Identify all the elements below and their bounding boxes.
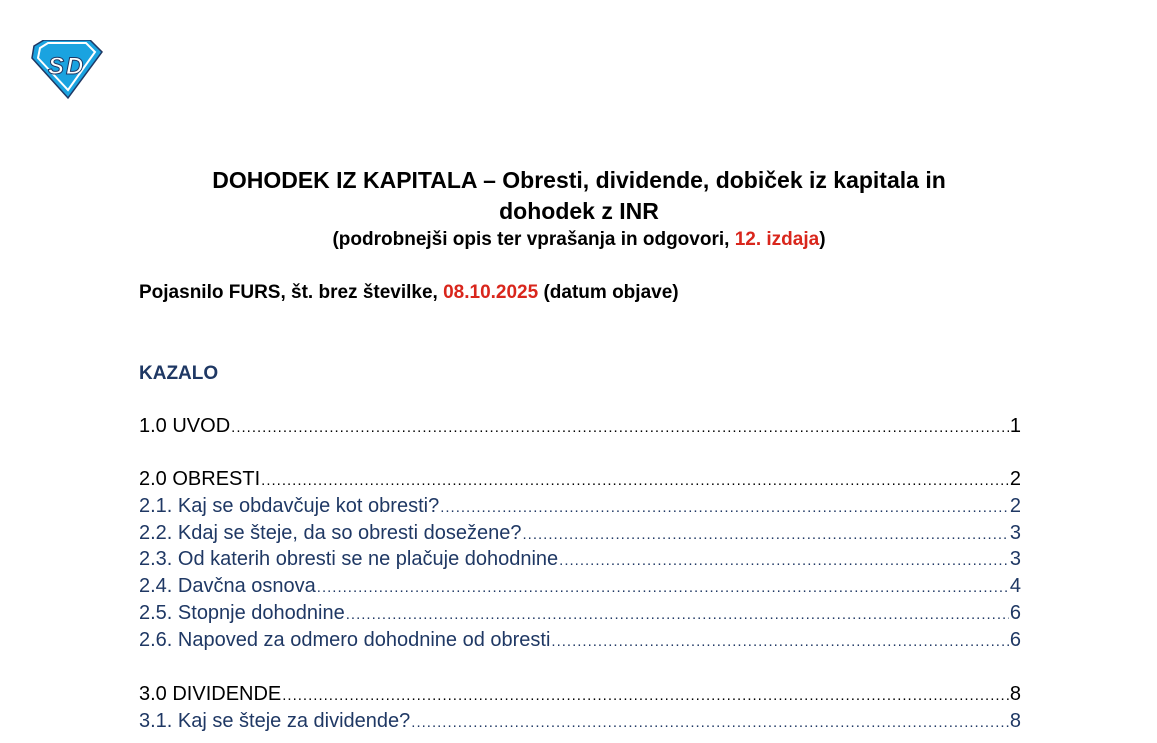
- toc-entry-label: 2.4. Davčna osnova: [139, 575, 316, 598]
- toc-entry-label: 2.0 OBRESTI: [139, 468, 261, 490]
- toc-entry-page: 3: [1009, 548, 1021, 571]
- toc-section-uvod: [139, 415, 1021, 442]
- toc-entry[interactable]: [139, 575, 1021, 602]
- toc-entry[interactable]: [139, 683, 1021, 710]
- toc-leader-dots: [346, 606, 1009, 623]
- document-title-line-2: dohodek z INR: [499, 198, 659, 224]
- document-title-line-1: DOHODEK IZ KAPITALA – Obresti, dividende, dobiček iz kapitala in: [212, 167, 946, 193]
- toc-entry-label: 3.0 DIVIDENDE: [139, 683, 282, 705]
- pojasnilo-prefix: Pojasnilo FURS, št. brez številke,: [139, 282, 444, 303]
- toc-section-obresti: [139, 468, 1021, 656]
- pojasnilo-suffix: (datum objave): [538, 282, 679, 303]
- toc-entry-label: 2.6. Napoved za odmero dohodnine od obresti: [139, 628, 551, 651]
- document-subtitle: [120, 227, 1038, 253]
- toc-leader-dots: [522, 526, 1008, 543]
- toc-entry-page: 4: [1009, 575, 1021, 598]
- toc-leader-dots: [261, 472, 1009, 489]
- edition-label: 12. izdaja: [734, 229, 820, 250]
- toc-entry[interactable]: [139, 710, 1021, 737]
- toc-entry-page: 8: [1009, 709, 1021, 732]
- toc-leader-dots: [440, 499, 1009, 516]
- toc-entry[interactable]: [139, 602, 1021, 629]
- toc-entry[interactable]: [139, 495, 1021, 522]
- toc-leader-dots: [317, 579, 1009, 596]
- toc-entry-page: 2: [1009, 494, 1021, 517]
- toc-entry[interactable]: [139, 415, 1021, 442]
- toc-leader-dots: [559, 552, 1009, 569]
- toc-entry-label: 2.5. Stopnje dohodnine: [139, 601, 345, 624]
- toc-entry[interactable]: [139, 522, 1021, 549]
- svg-text:D: D: [66, 53, 84, 80]
- toc-leader-dots: [551, 633, 1008, 650]
- toc-entry-label: 2.2. Kdaj se šteje, da so obresti dosežene?: [139, 521, 522, 544]
- document-title: [120, 165, 1038, 227]
- diamond-logo: [30, 40, 104, 100]
- svg-text:S: S: [48, 53, 65, 80]
- pojasnilo-line: [139, 282, 679, 304]
- toc-entry-label: 3.1. Kaj se šteje za dividende?: [139, 709, 411, 732]
- toc-heading: KAZALO: [139, 363, 219, 384]
- subtitle-suffix: ): [819, 229, 826, 250]
- toc-entry-label: 2.1. Kaj se obdavčuje kot obresti?: [139, 494, 440, 517]
- toc-leader-dots: [231, 419, 1009, 436]
- document-header: [120, 165, 1038, 253]
- toc-leader-dots: [282, 687, 1009, 704]
- toc-entry-page: 1: [1009, 415, 1021, 437]
- toc-entry[interactable]: [139, 468, 1021, 495]
- toc-entry-page: 6: [1009, 601, 1021, 624]
- toc-entry-page: 2: [1009, 468, 1021, 490]
- toc-entry-page: 8: [1009, 683, 1021, 705]
- toc-entry[interactable]: [139, 629, 1021, 656]
- subtitle-prefix: (podrobnejši opis ter vprašanja in odgovori,: [332, 229, 735, 250]
- toc-entry-page: 3: [1009, 521, 1021, 544]
- toc-entry[interactable]: [139, 548, 1021, 575]
- toc-entry-page: 6: [1009, 628, 1021, 651]
- toc-leader-dots: [411, 714, 1009, 731]
- toc-entry-label: 2.3. Od katerih obresti se ne plačuje dohodnine: [139, 548, 559, 571]
- publication-date: 08.10.2025: [443, 282, 539, 303]
- toc-entry-label: 1.0 UVOD: [139, 415, 231, 437]
- toc-section-dividende: [139, 683, 1021, 737]
